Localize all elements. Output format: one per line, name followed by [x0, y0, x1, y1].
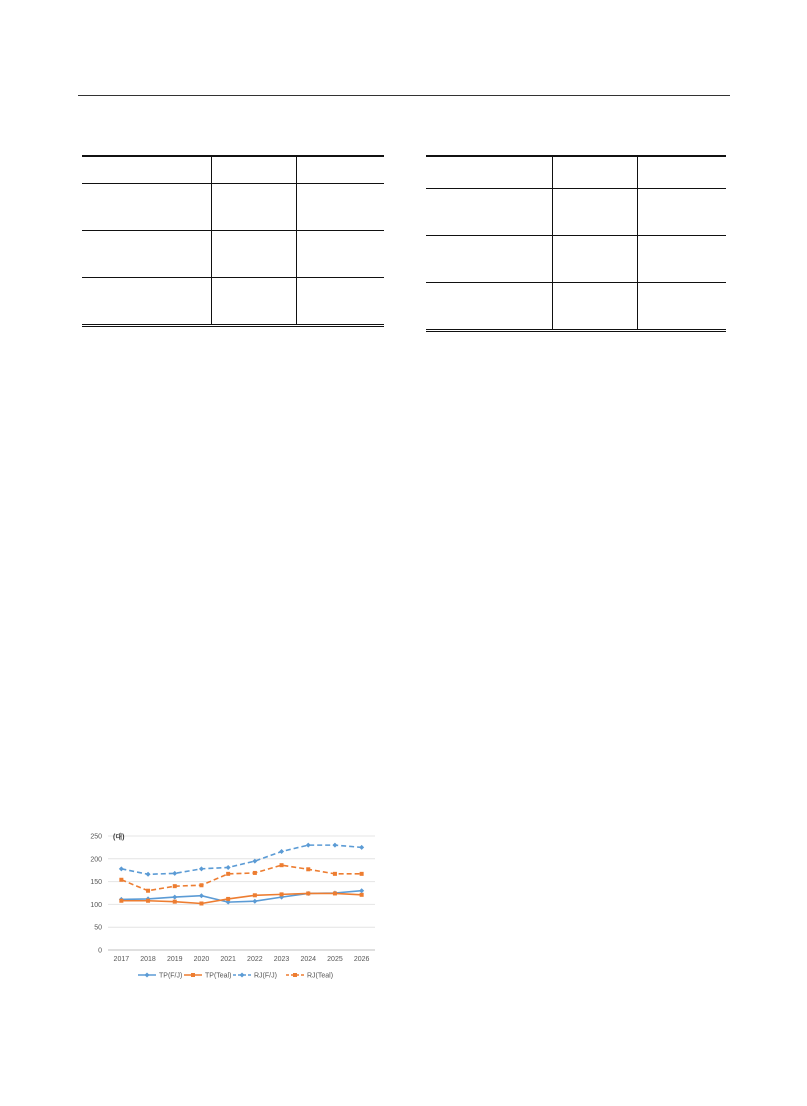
table-cell: [638, 236, 726, 283]
legend-layer: [138, 973, 333, 980]
data-point: [119, 899, 123, 903]
data-point: [280, 863, 284, 867]
table-cell: [426, 236, 552, 283]
x-tick-label: 2026: [353, 956, 370, 963]
table-cell: [297, 184, 384, 231]
data-point: [146, 872, 151, 877]
table-header-cell: [211, 156, 297, 184]
legend-marker: [145, 973, 150, 978]
data-point: [173, 884, 177, 888]
x-tick-label: 2024: [300, 956, 317, 963]
data-point: [360, 893, 364, 897]
table-right: [426, 155, 726, 332]
data-point: [226, 897, 230, 901]
table-row: [82, 231, 384, 278]
y-tick-label: 200: [90, 856, 102, 864]
x-tick-label: 2021: [220, 956, 236, 963]
table-cell: [82, 184, 211, 231]
table-cell: [426, 283, 552, 331]
x-tick-label: 2025: [327, 956, 343, 963]
y-tick-label: 50: [94, 924, 102, 932]
table-cell: [426, 189, 552, 236]
table-cell: [552, 189, 638, 236]
series-line: [121, 845, 361, 874]
table-cell: [297, 278, 384, 326]
legend-marker: [240, 973, 245, 978]
data-point: [333, 872, 337, 876]
table-cell: [552, 283, 638, 331]
series-layer: [119, 843, 364, 906]
table-cell: [211, 184, 297, 231]
data-point: [279, 849, 284, 854]
y-unit-label: (대): [113, 834, 125, 841]
data-point: [173, 900, 177, 904]
table-header-cell: [426, 156, 552, 189]
y-tick-label: 0: [98, 947, 102, 955]
legend-label: TP(Teal): [205, 972, 232, 980]
x-tick-label: 2018: [140, 956, 156, 963]
table-header-cell: [552, 156, 638, 189]
data-point: [252, 899, 257, 904]
y-tick-label: 250: [90, 833, 102, 841]
x-tick-label: 2019: [166, 956, 183, 963]
data-point: [359, 888, 364, 893]
x-tick-label: 2022: [247, 956, 263, 963]
data-point: [280, 892, 284, 896]
table-row: [82, 278, 384, 326]
data-point: [332, 843, 337, 848]
y-tick-label: 150: [90, 879, 102, 887]
table-row: [426, 189, 726, 236]
data-point: [146, 899, 150, 903]
data-point: [199, 883, 203, 887]
data-point: [253, 871, 257, 875]
table-cell: [638, 283, 726, 331]
line-chart: [80, 826, 380, 986]
table-row: [82, 184, 384, 231]
data-point: [119, 866, 124, 871]
data-point: [333, 891, 337, 895]
legend-label: TP(F/J): [159, 972, 183, 980]
table-header-row: [426, 156, 726, 189]
x-tick-label: 2023: [273, 956, 290, 963]
table-header-row: [82, 156, 384, 184]
legend-label: RJ(F/J): [254, 972, 277, 980]
data-point: [306, 867, 310, 871]
data-point: [306, 891, 310, 895]
header-rule: [78, 95, 730, 96]
table-row: [426, 236, 726, 283]
series-line: [121, 865, 361, 891]
table-cell: [211, 278, 297, 326]
table-header-cell: [297, 156, 384, 184]
y-tick-label: 100: [90, 901, 102, 909]
data-point: [172, 895, 177, 900]
table-header-cell: [638, 156, 726, 189]
table-cell: [297, 231, 384, 278]
legend-marker: [293, 973, 297, 977]
table-row: [426, 283, 726, 331]
data-point: [172, 871, 177, 876]
data-point: [199, 866, 204, 871]
x-tick-label: 2020: [193, 956, 210, 963]
x-tick-label: 2017: [113, 956, 130, 963]
data-point: [199, 901, 203, 905]
data-point: [253, 893, 257, 897]
data-point: [360, 872, 364, 876]
table-cell: [552, 236, 638, 283]
table-cell: [82, 278, 211, 326]
data-point: [252, 859, 257, 864]
data-point: [226, 865, 231, 870]
data-point: [306, 843, 311, 848]
legend-marker: [191, 973, 195, 977]
legend-label: RJ(Teal): [307, 972, 334, 980]
data-point: [199, 893, 204, 898]
table-cell: [211, 231, 297, 278]
data-point: [119, 878, 123, 882]
data-point: [359, 845, 364, 850]
data-point: [226, 872, 230, 876]
table-left: [82, 155, 384, 327]
table-cell: [638, 189, 726, 236]
table-cell: [82, 231, 211, 278]
data-point: [146, 889, 150, 893]
table-header-cell: [82, 156, 211, 184]
